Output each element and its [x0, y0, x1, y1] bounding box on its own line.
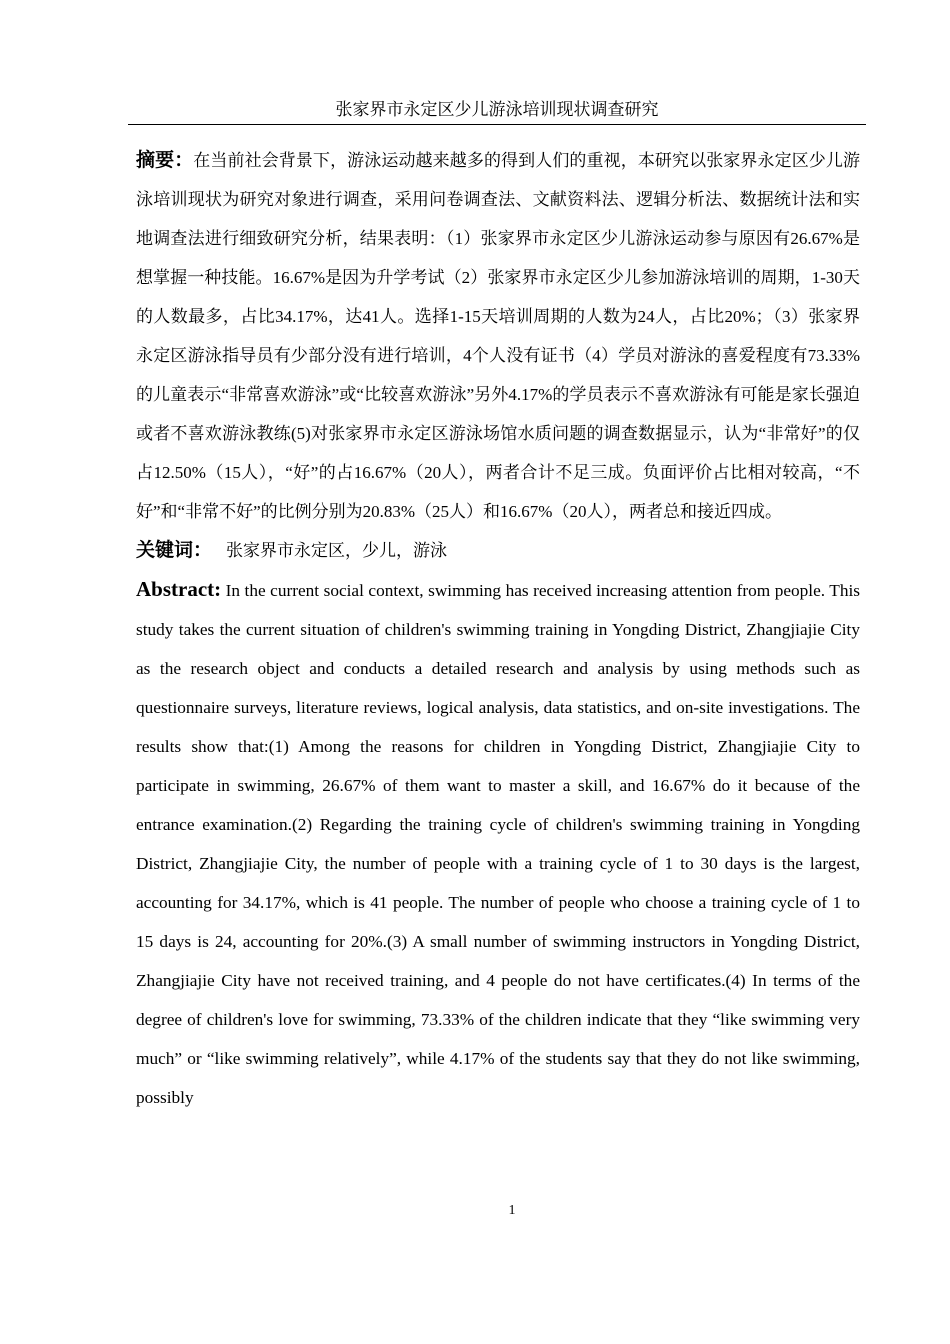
document-body	[136, 141, 860, 1117]
abstract-en-paragraph	[136, 570, 860, 1117]
abstract-en-text: In the current social context, swimming has received increasing attention from people. This study takes the current situation of children's swimming training in Yongding District, Zhangjiajie City as the research object and conducts a detailed research and analysis by using methods such as questionnaire surveys, literature reviews, logical analysis, data statistics, and on-site investigations. The results show that:(1) Among the reasons for children in Yongding District, Zhangjiajie City to participate in swimming, 26.67% of them want to master a skill, and 16.67% do it because of the entrance examination.(2) Regarding the training cycle of children's swimming training in Yongding District, Zhangjiajie City, the number of people with a training cycle of 1 to 30 days is the largest, accounting for 34.17%, which is 41 people. The number of people who choose a training cycle of 1 to 15 days is 24, accounting for 20%.(3) A small number of swimming instructors in Yongding District, Zhangjiajie City have not received training, and 4 people do not have certificates.(4) In terms of the degree of children's love for swimming, 73.33% of the children indicate that they “like swimming very much” or “like swimming relatively”, while 4.17% of the students say that they do not like swimming, possibly	[136, 581, 860, 1107]
abstract-en-label: Abstract:	[136, 577, 222, 601]
page-number: 1	[508, 1203, 516, 1218]
keywords-value: 张家界市永定区，少儿，游泳	[226, 541, 448, 560]
keywords-label: 关键词：	[136, 539, 213, 561]
abstract-cn-text: 在当前社会背景下，游泳运动越来越多的得到人们的重视，本研究以张家界永定区少儿游泳培训现状为研究对象进行调查，采用问卷调查法、文献资料法、逻辑分析法、数据统计法和实地调查法进行细致研究分析，结果表明：（1）张家界市永定区少儿游泳运动参与原因有26.67%是想掌握一种技能。16.67%是因为升学考试（2）张家界市永定区少儿参加游泳培训的周期，1-30天的人数最多，占比34.17%，达41人。选择1-15天培训周期的人数为24人，占比20%；（3）张家界永定区游泳指导员有少部分没有进行培训，4个人没有证书（4）学员对游泳的喜爱程度有73.33%的儿童表示“非常喜欢游泳”或“比较喜欢游泳”另外4.17%的学员表示不喜欢游泳有可能是家长强迫或者不喜欢游泳教练(5)对张家界市永定区游泳场馆水质问题的调查数据显示，认为“非常好”的仅占12.50%（15人），“好”的占16.67%（20人），两者合计不足三成。负面评价占比相对较高，“不好”和“非常不好”的比例分别为20.83%（25人）和16.67%（20人），两者总和接近四成。	[136, 151, 860, 521]
abstract-cn-label: 摘要：	[136, 149, 194, 171]
abstract-cn-paragraph	[136, 141, 860, 531]
page-header-title: 张家界市永定区少儿游泳培训现状调查研究	[335, 100, 659, 119]
keywords-line	[136, 531, 860, 570]
header-divider	[128, 124, 866, 125]
